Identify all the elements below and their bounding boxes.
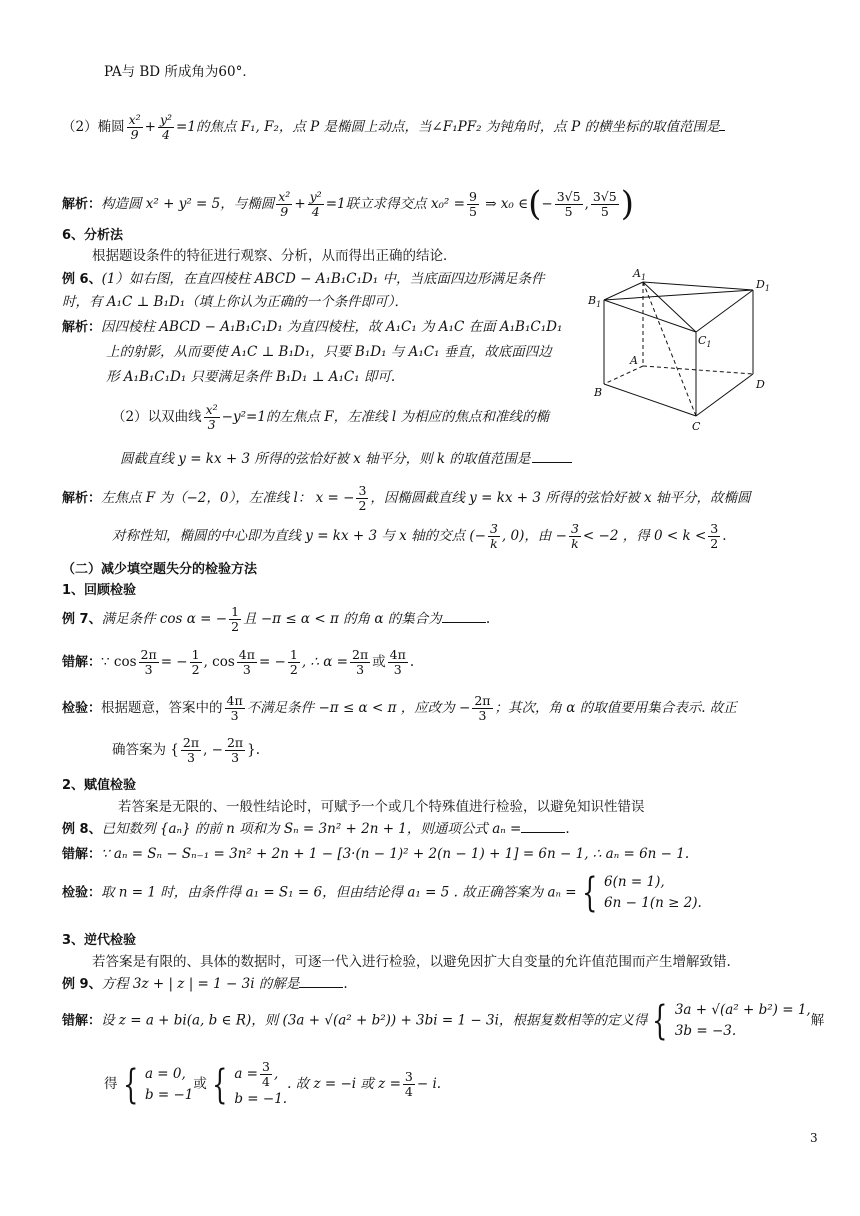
numerator: 1 [191,647,200,662]
text: , cos [203,653,235,670]
numerator: x² [278,189,291,205]
text: − i. [416,1075,442,1092]
denominator: 3 [207,416,216,432]
label-b: B [594,386,603,399]
denominator: k [571,535,579,551]
paren-left: ( [528,184,542,224]
text: 解 [810,1012,825,1029]
numerator: 3 [489,521,498,536]
denominator: 3 [393,661,402,677]
numerator: 3 [262,1059,270,1074]
text: −y²=1的左焦点 F，左准线 l 为相应的焦点和准线的椭 [221,408,549,425]
text: 构造圆 x² + y² = 5，与椭圆 [101,196,275,213]
text: , [273,1065,279,1082]
numerator: 9 [468,189,477,205]
text: 设 z = a + bi(a, b ∈ R)，则 (3a + √(a² + b²)) + 3bi = 1 − 3i，根据复数相等的定义得 [101,1012,648,1029]
text: , 0)，由 − [501,527,567,544]
case-brace [207,1060,287,1109]
numerator: 4π [226,693,243,708]
label-d1: $D_1$ [756,278,770,293]
example-label: 例 7、 [62,611,102,627]
fraction [555,190,583,219]
text: + [144,118,156,135]
case-brace [118,1061,194,1108]
fraction [708,522,720,551]
case-rows [145,1064,193,1106]
example-6b-line2 [120,450,572,470]
text: 且 −π ≤ α < π 的角 α 的集合为 [243,610,442,627]
denominator: 2 [191,661,200,677]
example-label: 例 9、 [62,977,102,992]
text: 上的射影，从而要使 A₁C ⊥ B₁D₁，只要 B₁D₁ 与 A₁C₁ 垂直，故底面四边 [106,344,552,360]
fraction [158,113,174,142]
diag-a1c [643,282,696,416]
numerator: 3√5 [592,189,617,205]
numerator: y² [309,189,322,205]
text: 得 [104,1075,118,1092]
edge-cd [696,374,753,416]
blank-line [299,987,343,988]
section-3-title: 3、逆代检验 [62,933,137,948]
denominator: 3 [242,661,251,677]
fraction [225,694,245,723]
numerator: 1 [231,604,240,619]
text: ，因椭圆截直线 y = kx + 3 所得的弦恰好被 x 轴平分，故椭圆 [370,489,751,506]
text: PA与 BD 所成角为60°． [104,64,256,80]
case-row: 6(n = 1), [604,874,665,890]
text: 圆截直线 y = kx + 3 所得的弦恰好被 x 轴平分，则 k 的取值范围是 [120,451,531,467]
denominator: 2 [289,661,298,677]
paren-right: ) [620,184,634,224]
section-2-desc: 若答案是无限的、一般性结论时，可赋予一个或几个特殊值进行检验，以避免知识性错误 [118,799,645,815]
denominator: 3 [356,661,365,677]
blank-line [442,622,486,623]
denominator: 3 [230,707,239,723]
prism-edges [604,282,753,416]
denominator: 4 [311,204,320,220]
numerator: 3 [570,521,579,536]
numerator: 3 [404,1069,413,1085]
numerator: 3√5 [556,189,581,205]
denominator: 3 [478,707,487,723]
blank-line [719,130,725,131]
example-7 [62,605,490,634]
label-b1: $B_1$ [588,294,602,309]
denominator: 5 [564,204,573,220]
fraction [260,1060,272,1089]
wrong-solution-label: 错解： [62,1013,102,1029]
text: . [485,610,491,627]
fraction [127,113,143,142]
solution-6-line1 [62,318,562,338]
denominator: 3 [231,749,240,765]
text: 方程 3z + | z | = 1 − 3i 的解是 [101,976,300,992]
label-d: D [756,378,765,391]
text: 时，有 A₁C ⊥ B₁D₁（填上你认为正确的一个条件即可）． [62,294,408,310]
numerator: x² [128,112,141,127]
text: 或 [193,1075,207,1092]
check-label: 检验： [62,885,102,901]
fraction [225,736,245,765]
diag-b1d1 [604,290,753,300]
numerator: y² [159,112,173,127]
numerator: 3 [710,521,719,536]
numerator: 3 [358,483,367,498]
numerator: x² [205,402,218,417]
denominator: 3 [187,749,195,765]
text: 已知数列 {aₙ} 的前 n 项和为 Sₙ = 3n² + 2n + 1，则通项公式 aₙ = [101,821,522,837]
fraction [288,648,300,677]
fraction [388,648,408,677]
text: 因四棱柱 ABCD − A₁B₁C₁D₁ 为直四棱柱，故 A₁C₁ 为 A₁C 在面 A₁B₁C₁D₁ [101,319,563,335]
edge-b1c1 [604,300,696,332]
numerator: 2π [226,735,244,750]
fraction [204,403,220,432]
denominator: 4 [262,1073,270,1089]
wrong-solution-8 [62,845,689,865]
text: = − [258,653,286,670]
text: . [409,653,415,670]
check-8 [62,869,702,916]
wrong-solution-9-line2 [104,1060,441,1109]
example-8 [62,820,570,840]
example-6b-line1 [112,403,549,432]
denominator: 2 [358,497,367,513]
text: 左焦点 F 为（−2，0），左准线 l： x = − [101,489,355,506]
text: (1）如右图，在直四棱柱 ABCD − A₁B₁C₁D₁ 中，当底面四边形满足条件 [101,271,545,287]
fraction [139,648,159,677]
text: + [294,196,306,213]
case-rows [234,1060,287,1109]
case-row: a = 0, [144,1065,186,1082]
denominator: 5 [468,204,477,220]
solution-6b-line1 [62,484,750,513]
text: （2）以双曲线 [112,408,202,425]
case-row: 3a + √(a² + b²) = 1, [674,1002,811,1018]
case-row: 3b = −3. [674,1022,737,1039]
numerator: 1 [289,647,298,662]
check-label: 检验： [62,700,102,716]
case-row: b = −1 [144,1086,194,1103]
edge-ab [604,366,643,384]
text: 满足条件 cos α = − [101,610,228,627]
edge-c1d1 [696,290,753,332]
check-7-line1 [62,694,737,723]
fraction [190,648,202,677]
page-number: 3 [810,1131,818,1145]
text: . [343,976,348,992]
fraction [472,694,492,723]
label-a: A [630,354,638,367]
section-6-desc: 根据题设条件的特征进行观察、分析，从而得出正确的结论． [92,248,457,264]
text: 不满足条件 −π ≤ α < π ，应改为 − [246,699,471,716]
solution-6-line2 [106,343,552,363]
example-9 [62,975,348,995]
label-c: C [692,420,701,433]
edge-a1d1 [643,282,753,290]
fraction [308,190,324,219]
text: =1联立求得交点 x₀² = [325,196,465,213]
case-row: 6n − 1(n ≥ 2). [604,894,702,911]
text: ∵ aₙ = Sₙ − Sₙ₋₁ = 3n² + 2n + 1 − [3·(n − 1)² + 2(n − 1) + 1] = 6n − 1, ∴ aₙ = 6n − 1. [101,846,690,862]
edge-bc [604,384,696,416]
text: a = [234,1065,258,1082]
numerator: 2π [352,647,369,662]
brace-glyph: { [122,1061,138,1108]
text: 确答案为 { [112,741,179,758]
wrong-solution-label: 错解： [62,654,102,670]
blank-line [532,462,572,463]
text: 根据题意，答案中的 [101,699,223,716]
fraction [591,190,619,219]
brace-glyph: { [581,869,597,916]
numerator: 4π [389,647,406,662]
check-7-line2 [112,736,260,765]
solution-label: 解析： [62,320,102,335]
solution-6b-line2 [112,522,727,551]
denominator: k [490,535,498,551]
text: . [722,527,727,544]
fraction [403,1070,415,1099]
text: 或 [372,653,386,670]
blank-line [521,832,565,833]
text: = − [160,653,188,670]
brace-glyph: { [652,997,668,1044]
edge-ad [643,366,753,374]
text: , − [203,741,223,758]
fraction [181,736,201,765]
denominator: 9 [130,126,139,142]
numerator: 2π [140,647,157,662]
denominator: 2 [231,618,240,634]
text: （2）椭圆 [62,118,125,135]
fraction [276,190,292,219]
fraction [569,522,581,551]
section-3-desc: 若答案是有限的、具体的数据时，可逐一代入进行检验，以避免因扩大自变量的允许值范围而产生增解致错. [92,954,731,970]
denominator: 4 [162,126,170,142]
fraction [229,605,241,634]
part-2-title: （二）减少填空题失分的检验方法 [62,562,258,577]
problem-ellipse [62,113,725,142]
solution-6-line3 [106,368,395,388]
fraction [237,648,257,677]
section-6-title: 6、分析法 [62,228,124,243]
case-brace [577,869,702,916]
section-2-title: 2、赋值检验 [62,778,137,793]
case-rows [604,872,702,914]
denominator: 3 [144,661,153,677]
numerator: 4π [238,647,255,662]
text: =1的焦点 F₁, F₂，点 P 是椭圆上动点，当∠F₁PF₂ 为钝角时，点 P 的横坐标的取值范围是 [176,118,720,135]
diag-a1c1 [643,282,696,332]
denominator: 5 [600,204,609,220]
solution-label: 解析： [62,490,102,506]
wrong-solution-9 [62,997,825,1044]
example-label: 例 8、 [62,822,102,837]
case-rows [675,1000,811,1042]
fraction [350,648,370,677]
case-row: b = −1. [234,1090,288,1107]
text: 对称性知，椭圆的中心即为直线 y = kx + 3 与 x 轴的交点 (− [112,527,486,544]
solution-ellipse: 解析：构造圆 x² + y² = 5，与椭圆 $\frac{\text{x²}}{9}$ + $\frac{\text{y²}}{4}$ =1联立求得交点 x₀² = $\frac{9}{5}$ ⇒ x₀ ∈(− $\frac{3√5}{5}$ , $\frac{3√5}{5}$ ) [62,184,634,224]
section-1-title: 1、回顾检验 [62,583,137,598]
example-label: 例 6、 [62,272,102,287]
wrong-solution-7 [62,648,414,677]
example-6-line1 [62,270,544,290]
text: }. [247,741,261,758]
text: ⇒ x₀ ∈ [485,196,529,213]
brace-glyph: { [211,1061,228,1108]
example-6-line2 [62,293,408,313]
fraction [488,522,500,551]
label-a1: $A_1$ [633,267,647,282]
solution-label: 解析： [62,197,102,213]
label-c1: $C_1$ [698,334,712,349]
denominator: 2 [710,535,719,551]
prism-figure [588,264,778,434]
denominator: 4 [404,1084,413,1100]
text: < −2 ，得 0 < k < [582,527,707,544]
prism-hidden-edges [604,282,753,416]
numerator: 2π [474,693,491,708]
numerator: 2π [182,735,200,750]
case-brace [647,997,811,1044]
text: . 故 z = −i 或 z = [287,1075,401,1092]
text: 取 n = 1 时，由条件得 a₁ = S₁ = 6，但由结论得 a₁ = 5 . 故正确答案为 aₙ = [101,884,577,901]
fraction [467,190,479,219]
case-row [234,1060,287,1089]
text: ∵ cos [101,653,137,670]
text: . [565,821,570,837]
text: 形 A₁B₁C₁D₁ 只要满足条件 B₁D₁ ⊥ A₁C₁ 即可. [106,369,396,385]
wrong-solution-label: 错解： [62,847,102,862]
text: , ∴ α = [301,653,348,670]
answer-line-pa-bd [104,63,256,83]
denominator: 9 [280,204,289,220]
text: ；其次，角 α 的取值要用集合表示. 故正 [494,699,737,716]
fraction [356,484,368,513]
